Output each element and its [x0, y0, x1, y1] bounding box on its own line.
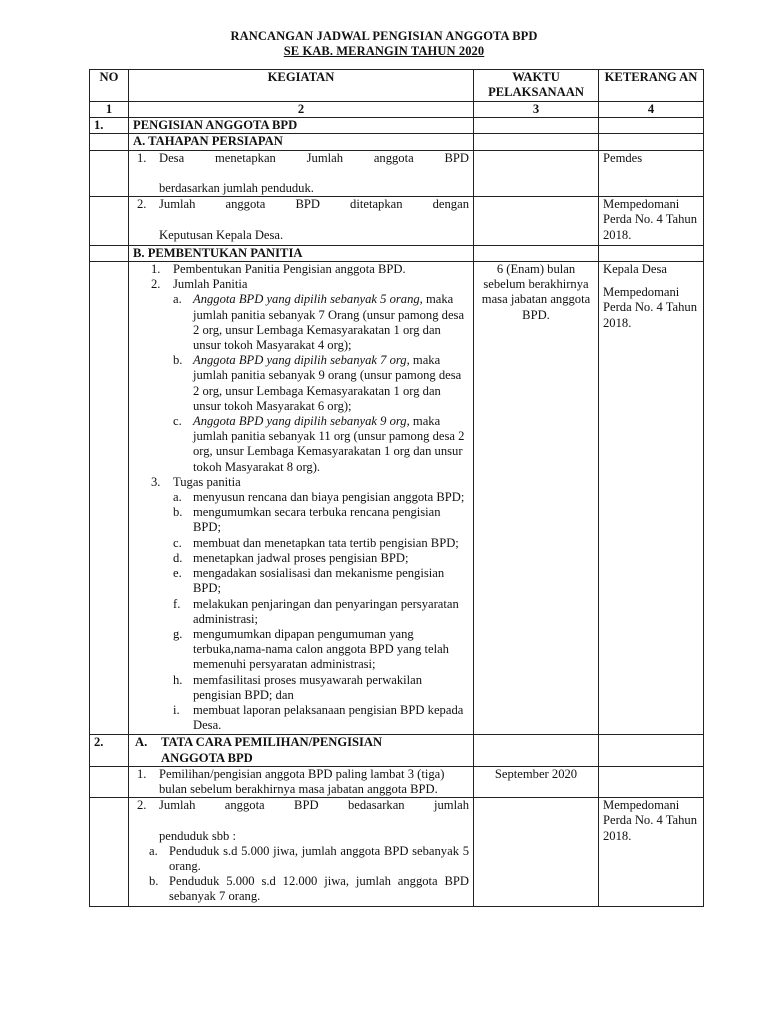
panitia-count-item-marker: b. — [173, 353, 183, 368]
subsection-b-row — [90, 245, 704, 261]
step-b-keterangan-2: Mempedomani Perda No. 4 Tahun 2018. — [603, 285, 698, 330]
panitia-count-item-text: maka jumlah panitia sebanyak 7 Orang (unsur pamong desa 2 org, unsur Lembaga Kemasyarakatan 1 org dan unsur tokoh Masyarakat 4 org); — [193, 292, 465, 353]
step-2-2-row — [90, 798, 704, 906]
panitia-task-item — [133, 566, 469, 596]
col-number-1: 1 — [90, 102, 129, 118]
header-kegiatan: KEGIATAN — [129, 70, 474, 102]
panitia-task-item — [133, 551, 469, 566]
step-2-1-number: 1. — [137, 766, 147, 781]
step-a1-text-line1: Desa menetapkan Jumlah anggota BPD — [159, 150, 469, 165]
panitia-tasks-list — [133, 490, 469, 733]
jumlah-anggota-item — [133, 874, 469, 904]
panitia-task-item-marker: c. — [173, 535, 182, 550]
step-2-2-number: 2. — [137, 798, 147, 813]
panitia-count-item-body — [193, 414, 469, 475]
step-a1-number: 1. — [137, 150, 147, 165]
step-2-2-keterangan: Mempedomani Perda No. 4 Tahun 2018. — [599, 798, 704, 906]
step-b3-number: 3. — [151, 474, 161, 489]
panitia-count-item — [133, 353, 469, 414]
subsection-a-row — [90, 134, 704, 150]
panitia-task-item-marker: h. — [173, 672, 183, 687]
step-b-keterangan-1: Kepala Desa — [603, 262, 667, 277]
document-title: RANCANGAN JADWAL PENGISIAN ANGGOTA BPD — [230, 29, 538, 43]
panitia-task-item-marker: d. — [173, 550, 183, 565]
step-b3-text: Tugas panitia — [173, 474, 241, 489]
step-b2-text: Jumlah Panitia — [173, 277, 248, 292]
panitia-task-item-text: mengumumkan secara terbuka rencana pengisian BPD; — [193, 505, 441, 535]
step-a1-row — [90, 150, 704, 197]
step-a1-text-line2: berdasarkan jumlah penduduk. — [159, 181, 314, 196]
step-2-1-text: Pemilihan/pengisian anggota BPD paling lambat 3 (tiga) bulan sebelum berakhirnya masa jabatan anggota BPD. — [159, 766, 445, 796]
step-2-1-waktu: September 2020 — [474, 766, 599, 797]
panitia-task-item-text: melakukan penjaringan dan penyaringan persyaratan administrasi; — [193, 596, 459, 626]
section-1-title-row — [90, 118, 704, 134]
panitia-count-item — [133, 292, 469, 353]
step-b2-number: 2. — [151, 277, 161, 292]
panitia-task-item-marker: b. — [173, 505, 183, 520]
panitia-task-item — [133, 627, 469, 673]
col-number-3: 3 — [474, 102, 599, 118]
jumlah-anggota-item-marker: b. — [149, 874, 159, 889]
panitia-count-item-italic: Anggota BPD yang dipilih sebanyak 5 orang, — [193, 292, 423, 307]
panitia-task-item-marker: a. — [173, 490, 182, 505]
step-b1-text: Pembentukan Panitia Pengisian anggota BPD. — [173, 262, 406, 277]
panitia-count-item-body — [193, 292, 469, 353]
panitia-task-item-text: membuat dan menetapkan tata tertib pengisian BPD; — [193, 535, 459, 550]
panitia-task-item — [133, 536, 469, 551]
step-2-2-text-line2: penduduk sbb : — [159, 828, 236, 843]
panitia-count-list — [133, 292, 469, 474]
jumlah-anggota-item — [133, 844, 469, 874]
step-a2-keterangan: Mempedomani Perda No. 4 Tahun 2018. — [599, 197, 704, 246]
step-a1-keterangan: Pemdes — [599, 150, 704, 197]
panitia-count-item-text: maka jumlah panitia sebanyak 11 org (unsur pamong desa 2 org, unsur Lembaga Kemasyarakatan 1 org dan unsur tokoh Masyarakat 8 org). — [193, 414, 465, 474]
panitia-task-item — [133, 490, 469, 505]
panitia-count-item-text: maka jumlah panitia sebanyak 9 orang (unsur pamong desa 2 org, unsur Lembaga Kemasyarakatan 1 org dan unsur tokoh Masyarakat 6 org); — [193, 353, 462, 413]
document-subtitle: SE KAB. MERANGIN TAHUN 2020 — [283, 44, 485, 58]
jumlah-anggota-item-text: Penduduk s.d 5.000 jiwa, jumlah anggota BPD sebanyak 5 orang. — [169, 843, 469, 873]
jumlah-anggota-item-marker: a. — [149, 843, 158, 858]
panitia-task-item-text: membuat laporan pelaksanaan pengisian BPD kepada Desa. — [193, 702, 464, 733]
step-b1-number: 1. — [151, 262, 161, 277]
panitia-count-item-body — [193, 353, 469, 414]
subsection-b-title: B. PEMBENTUKAN PANITIA — [129, 245, 474, 261]
header-keterangan: KETERANG AN — [599, 70, 704, 102]
step-a2-number: 2. — [137, 197, 147, 212]
section-2-title-row — [90, 735, 704, 766]
jumlah-anggota-item-text: Penduduk 5.000 s.d 12.000 jiwa, jumlah anggota BPD sebanyak 7 orang. — [169, 874, 469, 904]
panitia-task-item-text: menyusun rencana dan biaya pengisian anggota BPD; — [193, 490, 465, 505]
step-b-row — [90, 262, 704, 735]
jumlah-anggota-list — [133, 844, 469, 905]
step-a2-text-line1: Jumlah anggota BPD ditetapkan dengan — [159, 197, 469, 212]
panitia-task-item-text: mengadakan sosialisasi dan mekanisme pengisian BPD; — [193, 566, 445, 596]
panitia-task-item-text: memfasilitasi proses musyawarah perwakilan pengisian BPD; dan — [193, 672, 423, 702]
panitia-task-item — [133, 703, 469, 733]
header-no: NO — [90, 70, 129, 102]
panitia-task-item-marker: f. — [173, 596, 181, 611]
section-2-title-marker: A. — [135, 735, 148, 750]
panitia-task-item-text: menetapkan jadwal proses pengisian BPD; — [193, 550, 409, 565]
subsection-a-title: A. TAHAPAN PERSIAPAN — [129, 134, 474, 150]
panitia-count-item — [133, 414, 469, 475]
panitia-count-item-italic: Anggota BPD yang dipilih sebanyak 7 org, — [193, 353, 410, 368]
panitia-task-item — [133, 673, 469, 703]
panitia-task-item-text: mengumumkan dipapan pengumuman yang terbuka,nama-nama calon anggota BPD yang telah memenuhi persyaratan administrasi; — [193, 626, 449, 672]
panitia-task-item — [133, 505, 469, 535]
step-a2-text-line2: Keputusan Kepala Desa. — [159, 227, 284, 242]
panitia-count-item-marker: c. — [173, 414, 182, 429]
panitia-count-item-marker: a. — [173, 292, 182, 307]
column-number-row — [90, 102, 704, 118]
section-2-title: TATA CARA PEMILIHAN/PENGISIAN ANGGOTA BPD — [161, 735, 383, 765]
step-2-2-text-line1: Jumlah anggota BPD bedasarkan jumlah — [159, 798, 469, 813]
panitia-count-item-italic: Anggota BPD yang dipilih sebanyak 9 org, — [193, 414, 410, 429]
section-1-number: 1. — [90, 118, 129, 134]
schedule-table — [89, 69, 704, 907]
panitia-task-item-marker: g. — [173, 626, 183, 641]
col-number-2: 2 — [129, 102, 474, 118]
panitia-task-item-marker: e. — [173, 566, 182, 581]
step-2-1-row — [90, 766, 704, 797]
header-row — [90, 70, 704, 102]
step-a2-row — [90, 197, 704, 246]
panitia-task-item — [133, 597, 469, 627]
step-b-waktu: 6 (Enam) bulan sebelum berakhirnya masa jabatan anggota BPD. — [474, 262, 599, 735]
section-2-number: 2. — [90, 735, 129, 766]
section-1-title: PENGISIAN ANGGOTA BPD — [129, 118, 474, 134]
header-waktu: WAKTU PELAKSANAAN — [474, 70, 599, 102]
panitia-task-item-marker: i. — [173, 702, 180, 717]
col-number-4: 4 — [599, 102, 704, 118]
